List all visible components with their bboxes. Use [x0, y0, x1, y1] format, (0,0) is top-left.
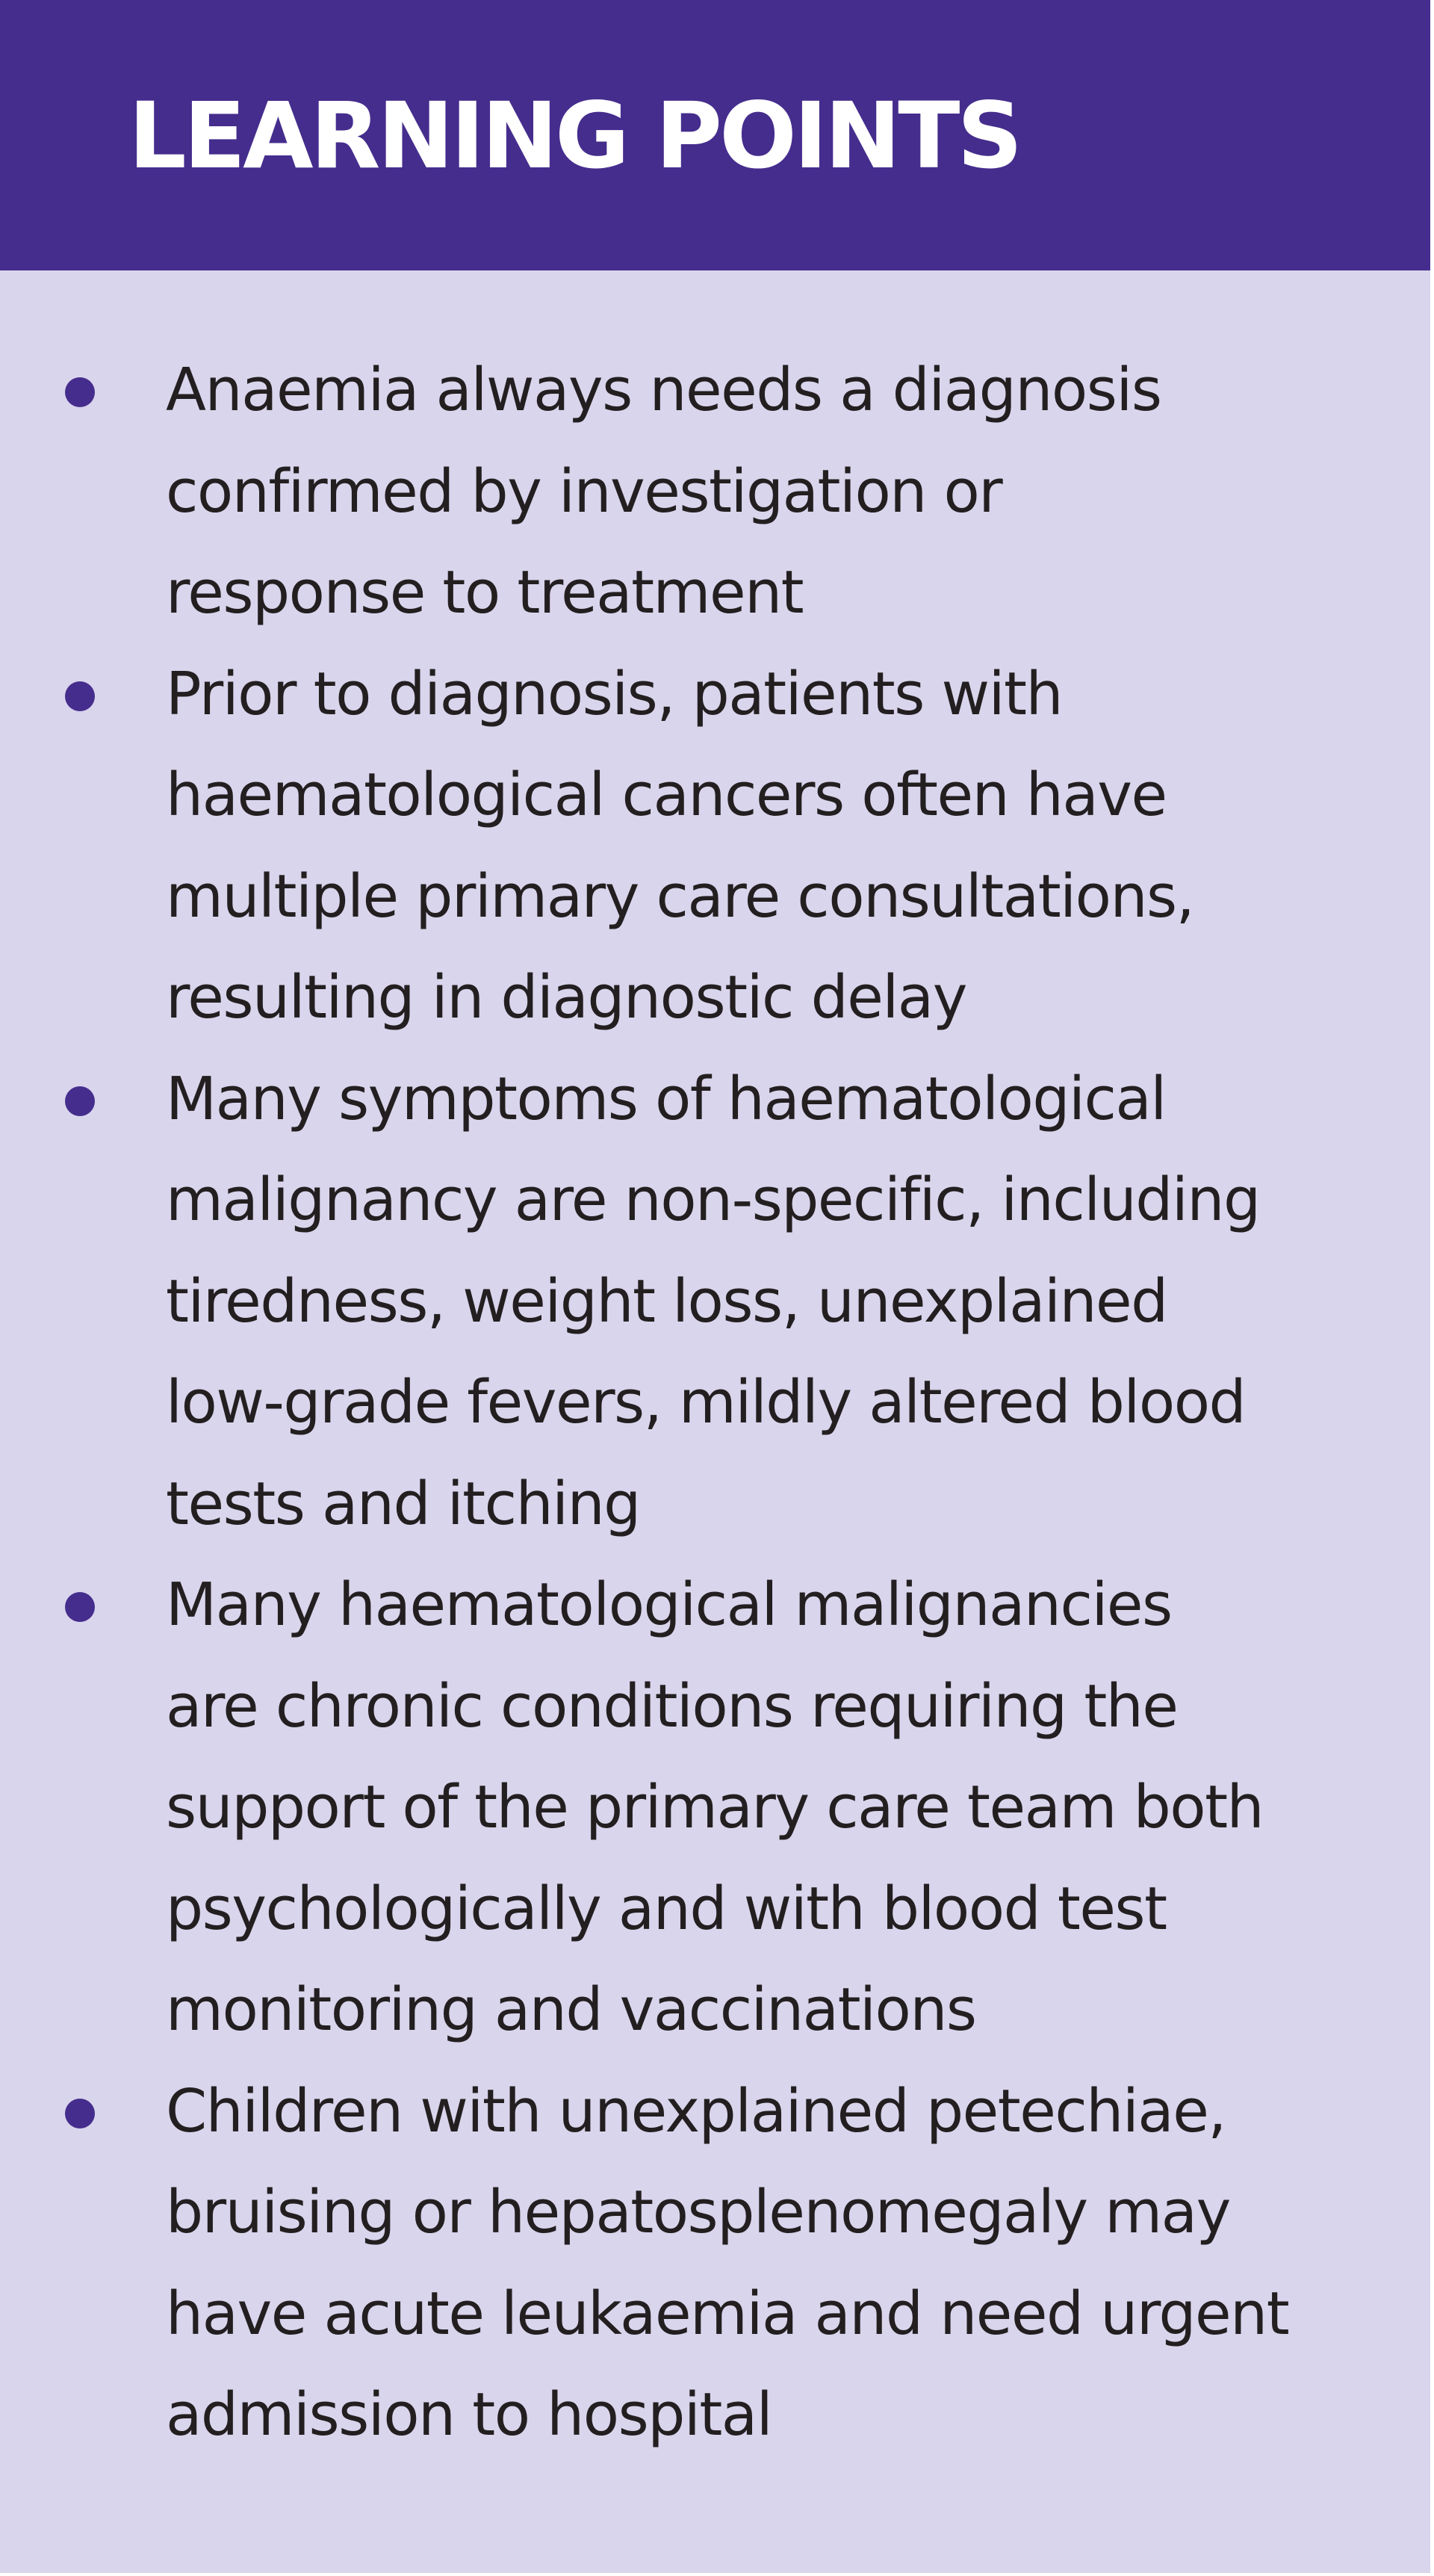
learning-point-item — [0, 1555, 1361, 2061]
point-text-line: bruising or hepatosplenomegaly may — [166, 2178, 1230, 2247]
point-text-line: Prior to diagnosis, patients with — [166, 659, 1063, 728]
point-text-line: Many symptoms of haematological — [166, 1064, 1166, 1133]
point-text-line: Anaemia always needs a diagnosis — [166, 356, 1161, 424]
point-text-line: admission to hospital — [166, 2380, 772, 2449]
learning-point-item — [0, 1049, 1361, 1555]
point-text-line: have acute leukaemia and need urgent — [166, 2279, 1289, 2348]
point-text-line: multiple primary care consultations, — [166, 861, 1194, 931]
learning-point-item — [0, 644, 1361, 1049]
bullet-icon — [65, 2099, 95, 2128]
point-text-line: tiredness, weight loss, unexplained — [166, 1266, 1167, 1336]
point-text-line: response to treatment — [166, 558, 804, 627]
page-title: LEARNING POINTS — [128, 83, 1020, 189]
learning-point-item — [0, 2061, 1361, 2466]
header-banner — [0, 0, 1430, 270]
learning-point-item — [0, 340, 1361, 644]
bullet-icon — [65, 377, 95, 407]
point-text-line: Many haematological malignancies — [166, 1570, 1172, 1639]
point-text-line: monitoring and vaccinations — [166, 1975, 976, 2044]
point-text-line: low-grade fevers, mildly altered blood — [166, 1368, 1246, 1437]
bullet-icon — [65, 1592, 95, 1622]
bullet-icon — [65, 681, 95, 711]
point-text-line: tests and itching — [166, 1469, 640, 1538]
point-text-line: support of the primary care team both — [166, 1773, 1264, 1842]
bullet-icon — [65, 1086, 95, 1116]
point-text-line: resulting in diagnostic delay — [166, 963, 966, 1032]
point-text-line: Children with unexplained petechiae, — [166, 2076, 1226, 2146]
point-text-line: haematological cancers often have — [166, 761, 1167, 829]
learning-points-list — [0, 340, 1361, 2466]
point-text-line: are chronic conditions requiring the — [166, 1671, 1178, 1741]
point-text-line: confirmed by investigation or — [166, 456, 1002, 526]
point-text-line: psychologically and with blood test — [166, 1874, 1167, 1943]
point-text-line: malignancy are non-specific, including — [166, 1165, 1260, 1234]
